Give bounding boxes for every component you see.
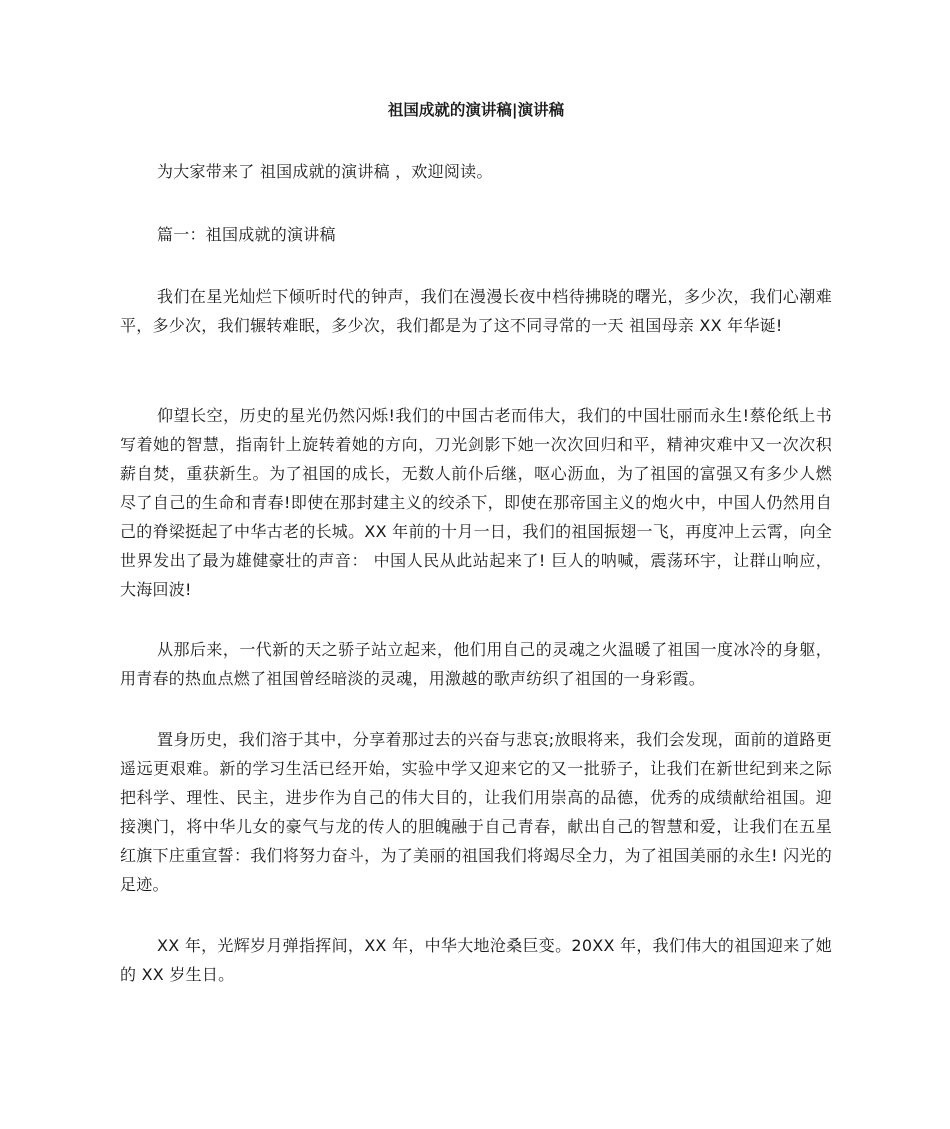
intro-paragraph: 为大家带来了 祖国成就的演讲稿 ，欢迎阅读。 (157, 162, 493, 181)
document-page (120, 0, 832, 1129)
body-paragraph-1: 我们在星光灿烂下倾听时代的钟声，我们在漫漫长夜中档待拂晓的曙光，多少次，我们心潮难平，多少次，我们辗转难眠，多少次，我们都是为了这不同寻常的一天 祖国母亲 XX 年华诞! (120, 287, 832, 335)
body-paragraph-2: 仰望长空，历史的星光仍然闪烁!我们的中国古老而伟大，我们的中国壮丽而永生!蔡伦纸上书写着她的智慧，指南针上旋转着她的方向，刀光剑影下她一次次回归和平，精神灾难中又一次次积薪自焚，重获新生。为了祖国的成长，无数人前仆后继，呕心沥血，为了祖国的富强又有多少人燃尽了自己的生命和青春!即使在那封建主义的绞杀下，即使在那帝国主义的炮火中，中国人仍然用自己的脊梁挺起了中华古老的长城。XX 年前的十月一日，我们的祖国振翅一飞，再度冲上云霄，向全世界发出了最为雄健豪壮的声音： 中国人民从此站起来了! 巨人的呐喊，震荡环宇，让群山响应，大海回波! (120, 406, 832, 599)
body-paragraph-3: 从那后来，一代新的天之骄子站立起来，他们用自己的灵魂之火温暖了祖国一度冰冷的身躯，用青春的热血点燃了祖国曾经暗淡的灵魂，用激越的歌声纺织了祖国的一身彩霞。 (120, 640, 832, 688)
document-title: 祖国成就的演讲稿|演讲稿 (387, 101, 565, 119)
body-paragraph-5: XX 年，光辉岁月弹指挥间，XX 年，中华大地沧桑巨变。20XX 年，我们伟大的祖国迎来了她的 XX 岁生日。 (120, 936, 832, 984)
body-paragraph-4: 置身历史，我们溶于其中，分享着那过去的兴奋与悲哀;放眼将来，我们会发现，面前的道路更遥远更艰难。新的学习生活已经开始，实验中学又迎来它的又一批骄子，让我们在新世纪到来之际把科学、理性、民主，进步作为自己的伟大目的，让我们用崇高的品德，优秀的成绩献给祖国。迎接澳门，将中华儿女的豪气与龙的传人的胆魄融于自己青春，献出自己的智慧和爱，让我们在五星红旗下庄重宣誓：我们将努力奋斗，为了美丽的祖国我们将竭尽全力，为了祖国美丽的永生! 闪光的足迹。 (120, 730, 832, 894)
section-heading: 篇一：祖国成就的演讲稿 (157, 225, 336, 244)
